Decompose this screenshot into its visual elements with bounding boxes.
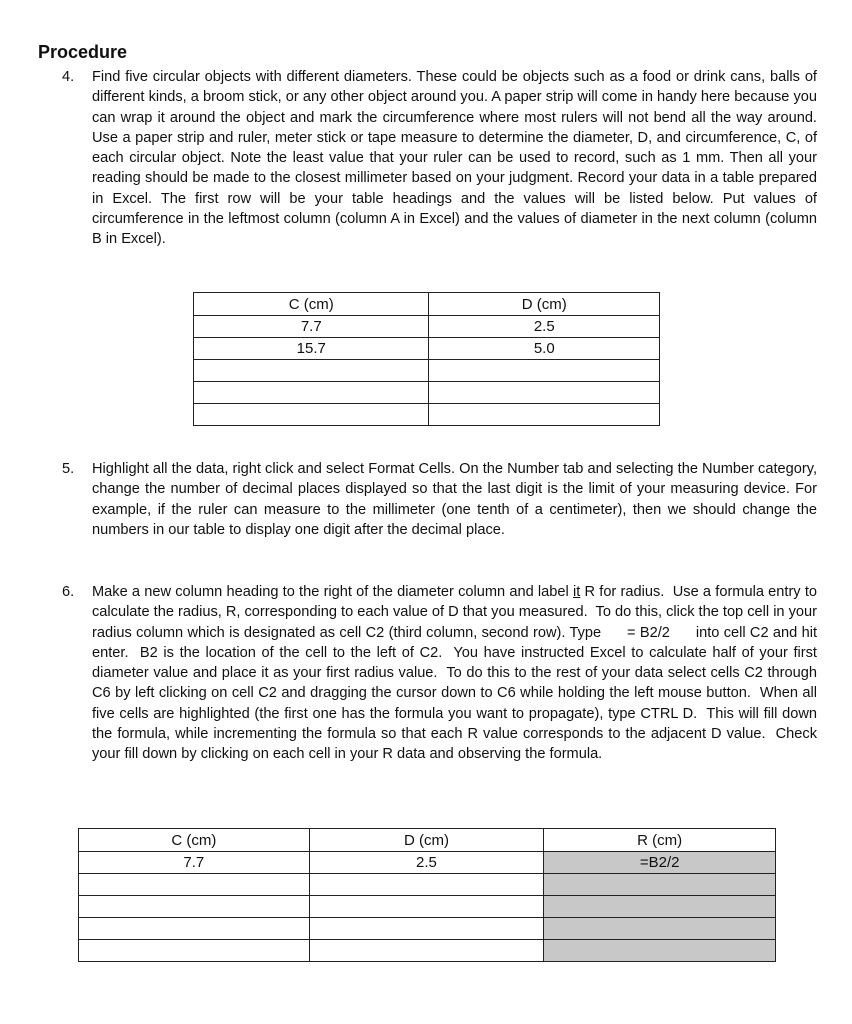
radius-cell-highlighted: =B2/2 bbox=[544, 852, 776, 874]
table-header-cell: D (cm) bbox=[429, 293, 660, 316]
step-5-number: 5. bbox=[62, 461, 75, 477]
table-row bbox=[79, 874, 776, 896]
table-header-cell: R (cm) bbox=[544, 829, 776, 852]
table-cell: 2.5 bbox=[429, 316, 660, 338]
data-table-1 bbox=[193, 292, 660, 426]
step-5 bbox=[62, 459, 817, 540]
step-6-text bbox=[92, 582, 822, 765]
step-5-text: Highlight all the data, right click and select Format Cells. On the Number tab and selecting the Number category, change the number of decimal places displayed so that the last digit is the limit of your measuring device. For example, if the ruler can measure to the millimeter (one tenth of a centimeter), then we should change the numbers in our table to display one digit after the decimal place. bbox=[92, 461, 817, 538]
step-6-text-b: R for radius. Use a formula entry to calculate the radius, R, corresponding to each value of D that you measured. To do this, click the top cell in your radius column which is designated as cell C2 (third column, second row). Type = B2/2 into cell C2 and hit enter. B2 is the location of the cell to the left of C2. You have instructed Excel to calculate half of your first diameter value and place it as your first radius value. To do this to the rest of your data select cells C2 through C6 by left clicking on cell C2 and dragging the cursor down to C6 while holding the left mouse button. When all five cells are highlighted (the first one has the formula you want to propagate), type CTRL D. This will fill down the formula, while incrementing the formula so that each R value corresponds to the adjacent D value. Check your fill down by clicking on each cell in your R data and observing the formula. bbox=[92, 584, 822, 763]
table-cell bbox=[194, 382, 429, 404]
step-4-text: Find five circular objects with different diameters. These could be objects such as a food or drink cans, balls of different kinds, a broom stick, or any other object around you. A paper strip will come in handy here because you can wrap it around the object and mark the circumference where most rulers will not bend all the way around. Use a paper strip and ruler, meter stick or tape measure to determine the diameter, D, and circumference, C, of each circular object. Note the least value that your ruler can be used to record, such as 1 mm. Then all your reading should be made to the closest millimeter based on your judgment. Record your data in a table prepared in Excel. The first row will be your table headings and the values will be listed below. Put values of circumference in the leftmost column (column A in Excel) and the values of diameter in the next column (column B in Excel). bbox=[92, 69, 817, 248]
table-row bbox=[194, 338, 660, 360]
table-cell bbox=[309, 896, 544, 918]
table-cell: 7.7 bbox=[194, 316, 429, 338]
table-row bbox=[79, 896, 776, 918]
step-6-text-a: Make a new column heading to the right of the diameter column and label bbox=[92, 584, 573, 600]
table-row bbox=[194, 316, 660, 338]
table-cell bbox=[79, 896, 310, 918]
step-6-text-underlined: it bbox=[572, 584, 581, 600]
table-cell bbox=[79, 940, 310, 962]
table-cell bbox=[194, 404, 429, 426]
table-cell: 7.7 bbox=[79, 852, 310, 874]
table-cell bbox=[429, 360, 660, 382]
table-header-row bbox=[194, 293, 660, 316]
procedure-heading: Procedure bbox=[38, 42, 128, 62]
table-cell: 2.5 bbox=[309, 852, 544, 874]
table-cell bbox=[309, 874, 544, 896]
data-table-2 bbox=[78, 828, 776, 962]
table-cell bbox=[309, 918, 544, 940]
table-header-cell: C (cm) bbox=[194, 293, 429, 316]
radius-cell-highlighted bbox=[544, 918, 776, 940]
table-row bbox=[79, 940, 776, 962]
step-6-number: 6. bbox=[62, 584, 75, 600]
table-cell bbox=[79, 918, 310, 940]
table-cell: 5.0 bbox=[429, 338, 660, 360]
table-header-row bbox=[79, 829, 776, 852]
table-cell bbox=[309, 940, 544, 962]
table-header-cell: D (cm) bbox=[309, 829, 544, 852]
table-cell bbox=[429, 382, 660, 404]
radius-cell-highlighted bbox=[544, 874, 776, 896]
table-cell: 15.7 bbox=[194, 338, 429, 360]
table-row bbox=[79, 918, 776, 940]
table-row bbox=[194, 404, 660, 426]
table-cell bbox=[194, 360, 429, 382]
radius-cell-highlighted bbox=[544, 940, 776, 962]
step-6 bbox=[62, 582, 822, 765]
step-4-number: 4. bbox=[62, 69, 75, 85]
table-row bbox=[194, 382, 660, 404]
table-row bbox=[79, 852, 776, 874]
table-cell bbox=[429, 404, 660, 426]
radius-cell-highlighted bbox=[544, 896, 776, 918]
table-row bbox=[194, 360, 660, 382]
table-header-cell: C (cm) bbox=[79, 829, 310, 852]
step-4 bbox=[62, 67, 817, 250]
table-cell bbox=[79, 874, 310, 896]
